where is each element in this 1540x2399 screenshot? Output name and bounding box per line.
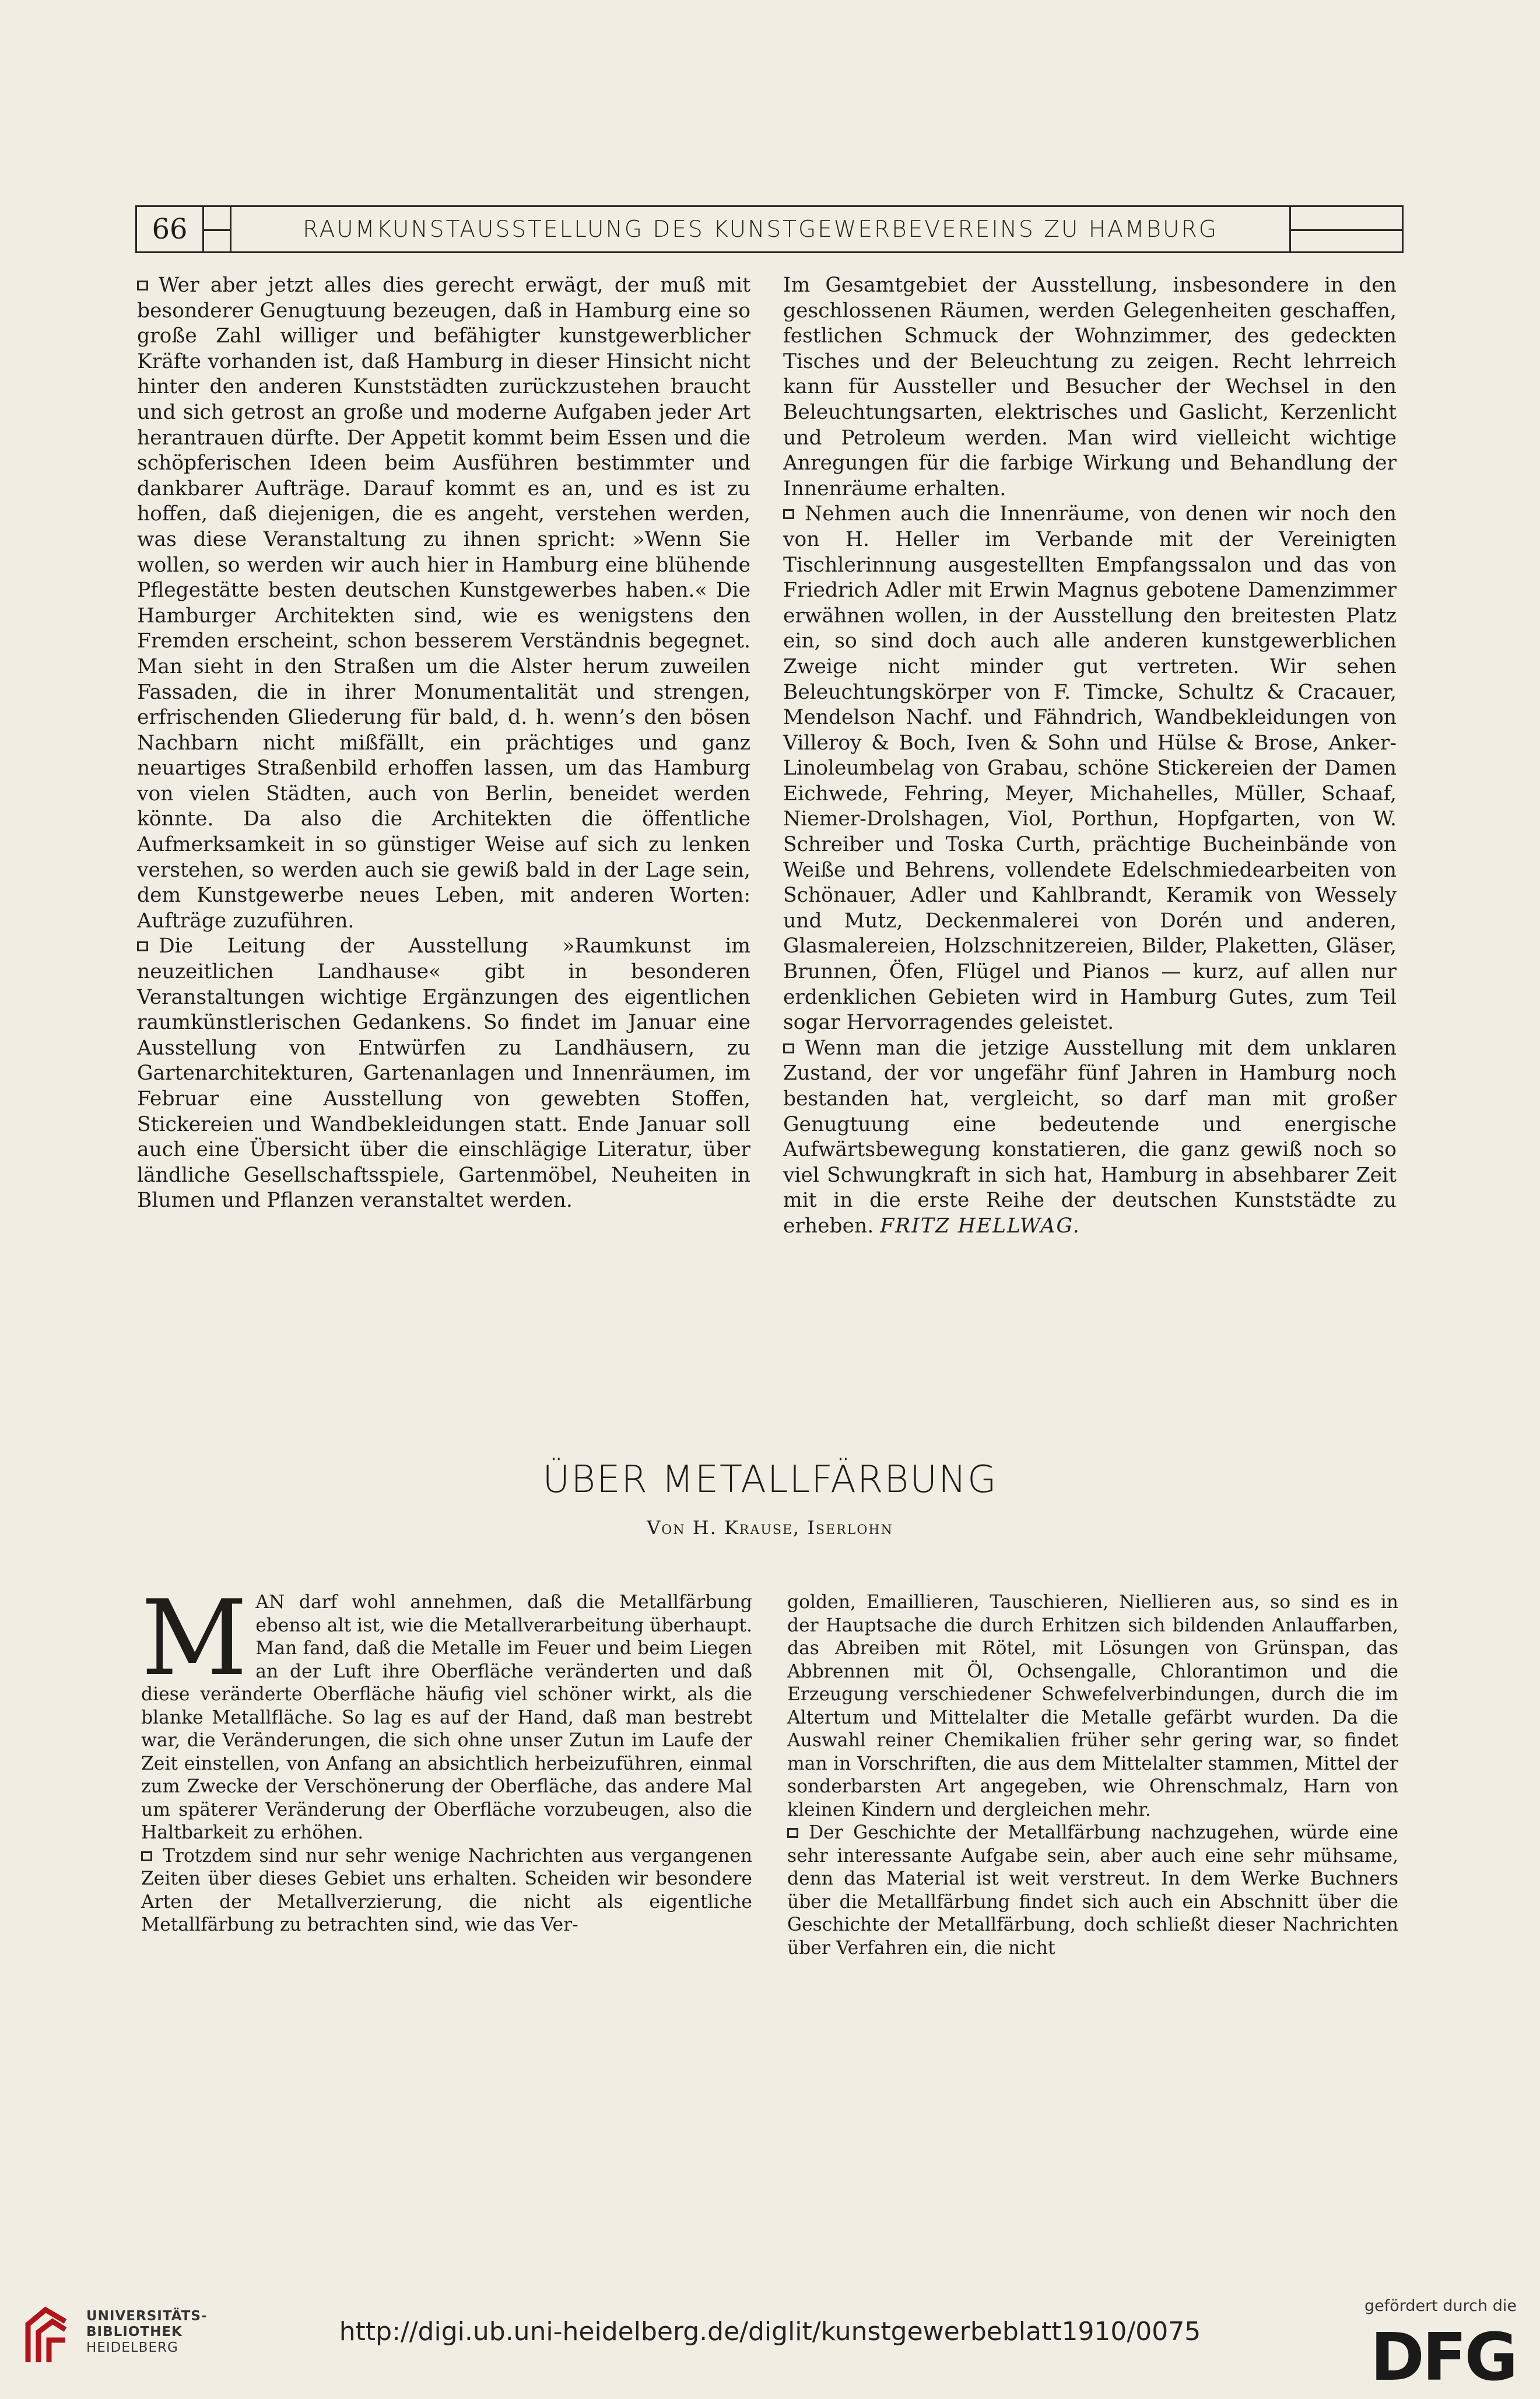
paragraph: Wenn man die jetzige Ausstellung mit dem unklaren Zustand, der vor ungefähr fünf Jahren in Hamburg noch bestanden hat, vergleicht, so darf man mit großer Genugtuung eine bedeutende und energische Aufwärtsbewegung konstatieren, die ganz gewiß noch so viel Schwungkraft in sich hat, Hamburg in absehbarer Zeit mit in die erste Reihe der deutschen Kunststädte zu erheben. FRITZ HELLWAG.: [783, 1036, 1397, 1238]
paragraph: Der Geschichte der Metallfärbung nachzugehen, würde eine sehr interessante Aufgabe sein, aber auch eine sehr mühsame, denn das Material ist weit verstreut. In dem Werke Buchners über die Metallfärbung findet sich auch ein Abschnitt über die Geschichte der Metallfärbung, doch schließt dieser Nachrichten über Verfahren ein, die nicht: [787, 1822, 1398, 1959]
paragraph-mark-icon: [787, 1828, 798, 1838]
author-signature: FRITZ HELLWAG.: [880, 1214, 1081, 1238]
paragraph-mark-icon: [783, 1043, 794, 1053]
paragraph: MAN darf wohl annehmen, daß die Metallfärbung ebenso alt ist, wie die Metallverarbeitung überhaupt. Man fand, daß die Metalle im Feuer und beim Liegen an der Luft ihre Oberfläche veränderten und daß diese veränderte Oberfläche häufig viel schöner wirkt, als die blanke Metallfläche. So lag es auf der Hand, daß man bestrebt war, die Veränderungen, die sich ohne unser Zutun im Laufe der Zeit einstellen, von Anfang an absichtlich herbeizuführen, einmal zum Zwecke der Verschönerung der Oberfläche, das andere Mal um späterer Veränderung der Oberfläche vorzubeugen, also die Haltbarkeit zu erhöhen.: [141, 1578, 752, 1843]
dfg-logo-icon: [1370, 2323, 1522, 2387]
header-rule-right: [1289, 207, 1404, 251]
paragraph: golden, Emaillieren, Tauschieren, Niellieren aus, so sind es in der Hauptsache die durch Erhitzen sich bildenden Anlauffarben, das Abreiben mit Rötel, mit Lösungen von Grünspan, das Abbrennen mit Öl, Ochsengalle, Chlorantimon und die Erzeugung verschiedener Schwefelverbindungen, durch die im Altertum und Mittelalter die Metalle gefärbt wurden. Da die Auswahl reiner Chemikalien früher sehr gering war, so findet man in Vorschriften, die aus dem Mittelalter stammen, Mittel der sonderbarsten Art angegeben, wie Ohrenschmalz, Harn von kleinen Kindern und dergleichen mehr.: [787, 1592, 1398, 1820]
running-title: RAUMKUNSTAUSSTELLUNG DES KUNSTGEWERBEVEREINS ZU HAMBURG: [303, 216, 1218, 243]
paragraph-mark-icon: [137, 281, 148, 290]
drop-cap: M: [141, 1578, 248, 1698]
paragraph-mark-icon: [783, 509, 794, 519]
column-bottom-left: [141, 1578, 752, 1937]
paragraph: Im Gesamtgebiet der Ausstellung, insbesondere in den geschlossenen Räumen, werden Gelegenheiten geschaffen, festlichen Schmuck der Wohnzimmer, des gedeckten Tisches und der Beleuchtung zu zeigen. Recht lehrreich kann für Aussteller und Besucher der Wechsel in den Beleuchtungsarten, elektrisches und Gaslicht, Kerzenlicht und Petroleum werden. Man wird vielleicht wichtige Anregungen für die farbige Wirkung und Behandlung der Innenräume erhalten.: [783, 274, 1397, 500]
running-header: [135, 205, 1404, 253]
library-name: UNIVERSITÄTS- BIBLIOTHEK HEIDELBERG: [86, 2309, 208, 2355]
paragraph: Wer aber jetzt alles dies gerecht erwägt, der muß mit besonderer Genugtuung bezeugen, daß in Hamburg eine so große Zahl williger und befähigter kunstgewerblicher Kräfte vorhanden ist, daß Hamburg in dieser Hinsicht nicht hinter den anderen Kunststädten zurückzustehen braucht und sich getrost an große und moderne Aufgaben jeder Art herantrauen dürfte. Der Appetit kommt beim Essen und die schöpferischen Ideen beim Ausführen bestimmter und dankbarer Aufträge. Darauf kommt es an, und es ist zu hoffen, daß diejenigen, die es angeht, verstehen werden, was diese Veranstaltung zu ihnen spricht: »Wenn Sie wollen, so werden wir auch hier in Hamburg eine blühende Pflegestätte besten deutschen Kunstgewerbes haben.« Die Hamburger Architekten sind, wie es wenigstens den Fremden erscheint, schon besserem Verständnis begegnet. Man sieht in den Straßen um die Alster herum zuweilen Fassaden, die in ihrer Monumentalität und strengen, erfrischenden Gliederung für bald, d. h. wenn’s den bösen Nachbarn nicht mißfällt, ein prächtiges und ganz neuartiges Straßenbild erhoffen lassen, um das Hamburg von vielen Städten, auch von Berlin, beneidet werden könnte. Da also die Architekten die öffentliche Aufmerksamkeit in so günstiger Weise auf sich zu lenken verstehen, so werden auch sie gewiß bald in der Lage sein, dem Kunstgewerbe neues Leben, mit anderen Worten: Aufträge zuzuführen.: [137, 274, 750, 933]
paragraph-mark-icon: [141, 1851, 152, 1861]
article-byline: Von H. Krause, Iserlohn: [647, 1517, 893, 1539]
paragraph: Nehmen auch die Innenräume, von denen wir noch den von H. Heller im Verbande mit der Vereinigten Tischlerinnung ausgestellten Empfangssalon und das von Friedrich Adler mit Erwin Magnus gebotene Damenzimmer erwähnen wollen, in der Ausstellung den breitesten Platz ein, so sind doch auch alle anderen kunstgewerblichen Zweige nicht minder gut vertreten. Wir sehen Beleuchtungskörper von F. Timcke, Schultz & Cracauer, Mendelson Nachf. und Fähndrich, Wandbekleidungen von Villeroy & Boch, Iven & Sohn und Hülse & Brose, Anker-Linoleumbelag von Grabau, schöne Stickereien der Damen Eichwede, Fehring, Meyer, Michahelles, Müller, Schaaf, Niemer-Drolshagen, Viol, Porthun, Hopfgarten, von W. Schreiber und Toska Curth, prächtige Bucheinbände von Weiße und Behrens, vollendete Edelschmiedearbeiten von Schönauer, Adler und Kahlbrandt, Keramik von Wessely und Mutz, Deckenmalerei von Dorén und anderen, Glasmalereien, Holzschnitzereien, Bilder, Plaketten, Gläser, Brunnen, Öfen, Flügel und Pianos — kurz, auf allen nur erdenklichen Gebieten wird in Hamburg Gutes, zum Teil sogar Hervorragendes geleistet.: [783, 502, 1397, 1035]
dfg-logo-text: DFG: [1370, 2323, 1516, 2387]
paragraph: Trotzdem sind nur sehr wenige Nachrichten aus vergangenen Zeiten über dieses Gebiet uns erhalten. Scheiden wir besondere Arten der Metallverzierung, die nicht als eigentliche Metallfärbung zu betrachten sind, wie das Ver-: [141, 1845, 752, 1935]
paragraph-mark-icon: [137, 941, 148, 951]
article-title: ÜBER METALLFÄRBUNG: [542, 1458, 998, 1501]
funder-label: gefördert durch die: [1364, 2297, 1517, 2315]
column-top-right: [783, 273, 1397, 1239]
page-number: 66: [135, 207, 204, 251]
paragraph: Die Leitung der Ausstellung »Raumkunst im neuzeitlichen Landhause« gibt in besonderen Veranstaltungen wichtige Ergänzungen des eigentlichen raumkünstlerischen Gedankens. So findet im Januar eine Ausstellung von Entwürfen zu Landhäusern, zu Gartenarchitekturen, Gartenanlagen und Innenräumen, im Februar eine Ausstellung von gewebten Stoffen, Stickereien und Wandbekleidungen statt. Ende Januar soll auch eine Übersicht über die einschlägige Literatur, über ländliche Gesellschaftsspiele, Gartenmöbel, Neuheiten in Blumen und Pflanzen veranstaltet werden.: [137, 934, 750, 1213]
digitization-footer: [0, 2286, 1540, 2399]
column-top-left: [137, 273, 750, 1214]
column-bottom-right: [787, 1591, 1398, 1960]
header-rule-left: [204, 207, 231, 251]
permalink-url[interactable]: http://digi.ub.uni-heidelberg.de/diglit/kunstgewerbeblatt1910/0075: [339, 2317, 1201, 2347]
